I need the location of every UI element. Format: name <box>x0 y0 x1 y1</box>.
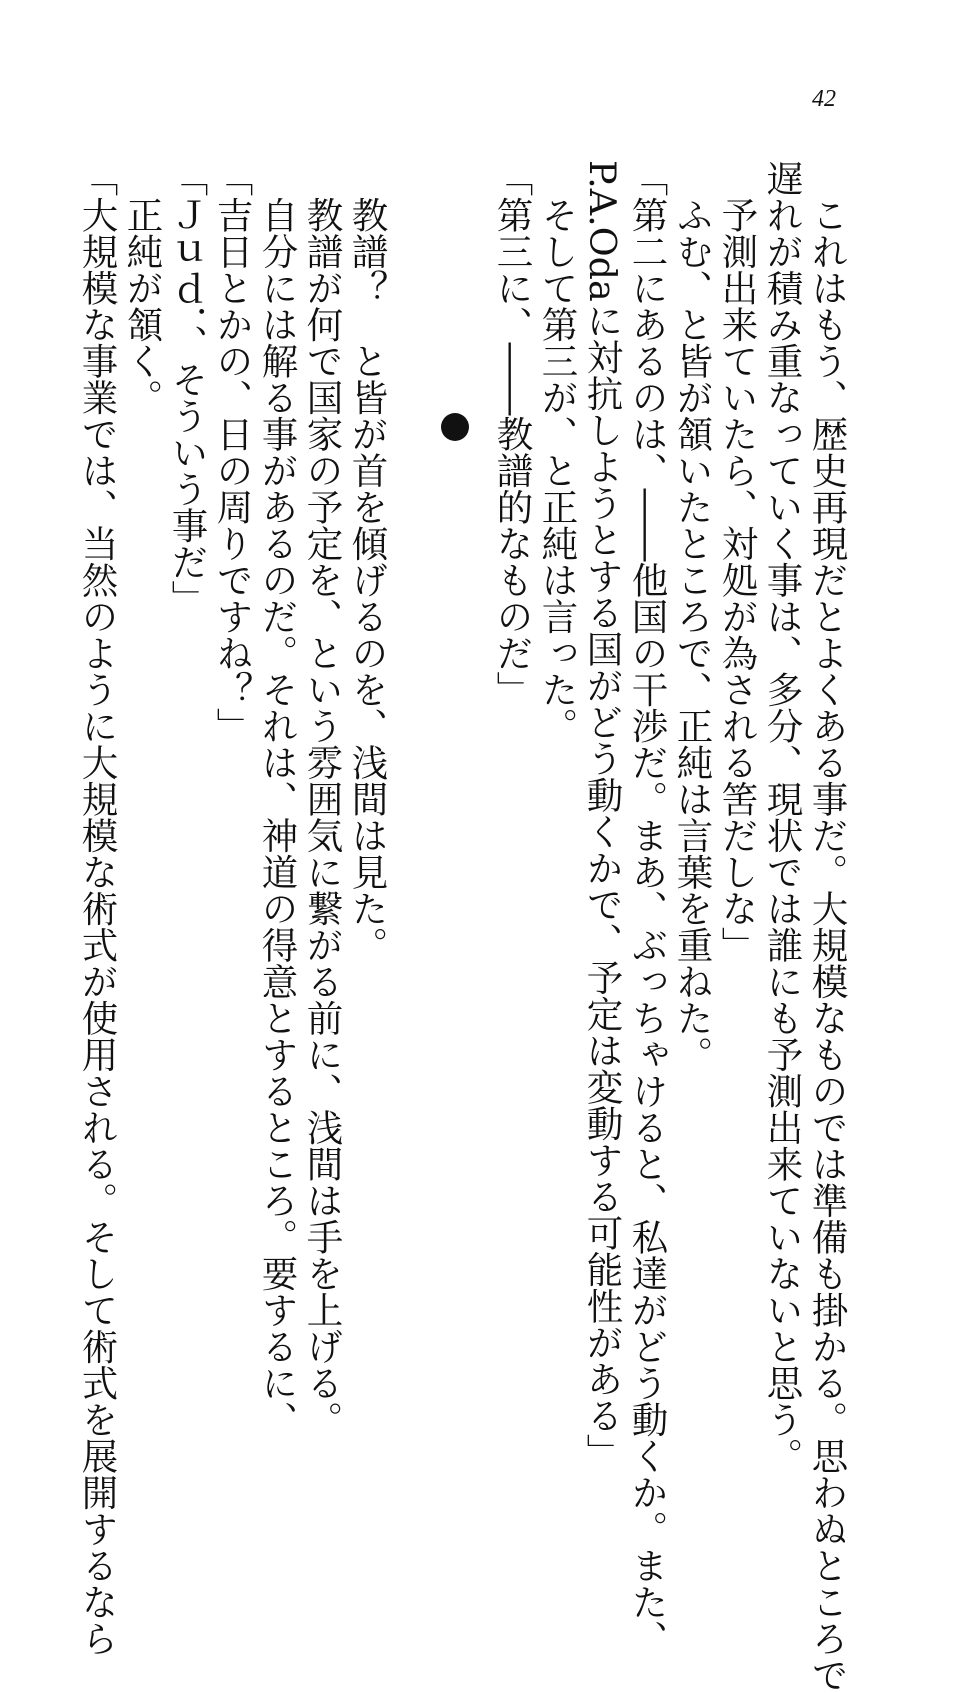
text-line: 「第二にあるのは、――他国の干渉だ。まあ、ぶっちゃけると、私達がどう動くか。また、 <box>626 160 669 1657</box>
text-line: 正純が頷く。 <box>121 160 164 416</box>
text-line: そして第三が、と正純は言った。 <box>536 160 579 744</box>
text-line: 「Ｊｕｄ．、そういう事だ」 <box>166 160 209 617</box>
page-number: 42 <box>812 86 836 112</box>
text-line: 「第三に、――教譜的なものだ」 <box>491 160 534 708</box>
text-line: P.A.Odaに対抗しようとする国がどう動くかで、予定は変動する可能性がある」 <box>581 160 624 1470</box>
text-line: 予測出来ていたら、対処が為される筈だしな」 <box>716 160 759 963</box>
text-line: 「吉日とかの、日の周りですね？」 <box>211 160 254 744</box>
text-line: 自分には解る事があるのだ。それは、神道の得意とするところ。要するに、 <box>256 160 299 1438</box>
text-line: 「大規模な事業では、当然のように大規模な術式が使用される。そして術式を展開するなら <box>76 160 119 1657</box>
text-block-lower <box>76 160 390 1657</box>
text-block-upper <box>491 160 850 1693</box>
text-line: 遅れが積み重なっていく事は、多分、現状では誰にも予測出来ていないと思う。 <box>761 160 804 1474</box>
text-line: これはもう、歴史再現だとよくある事だ。大規模なものでは準備も掛かる。思わぬところで <box>806 160 849 1693</box>
text-line: 教譜？ と皆が首を傾げるのを、浅間は見た。 <box>346 160 389 963</box>
text-line: 教譜が何で国家の予定を、という雰囲気に繋がる前に、浅間は手を上げる。 <box>301 160 344 1438</box>
text-line: ふむ、と皆が頷いたところで、正純は言葉を重ねた。 <box>671 160 714 1073</box>
section-break-dot <box>441 413 469 441</box>
